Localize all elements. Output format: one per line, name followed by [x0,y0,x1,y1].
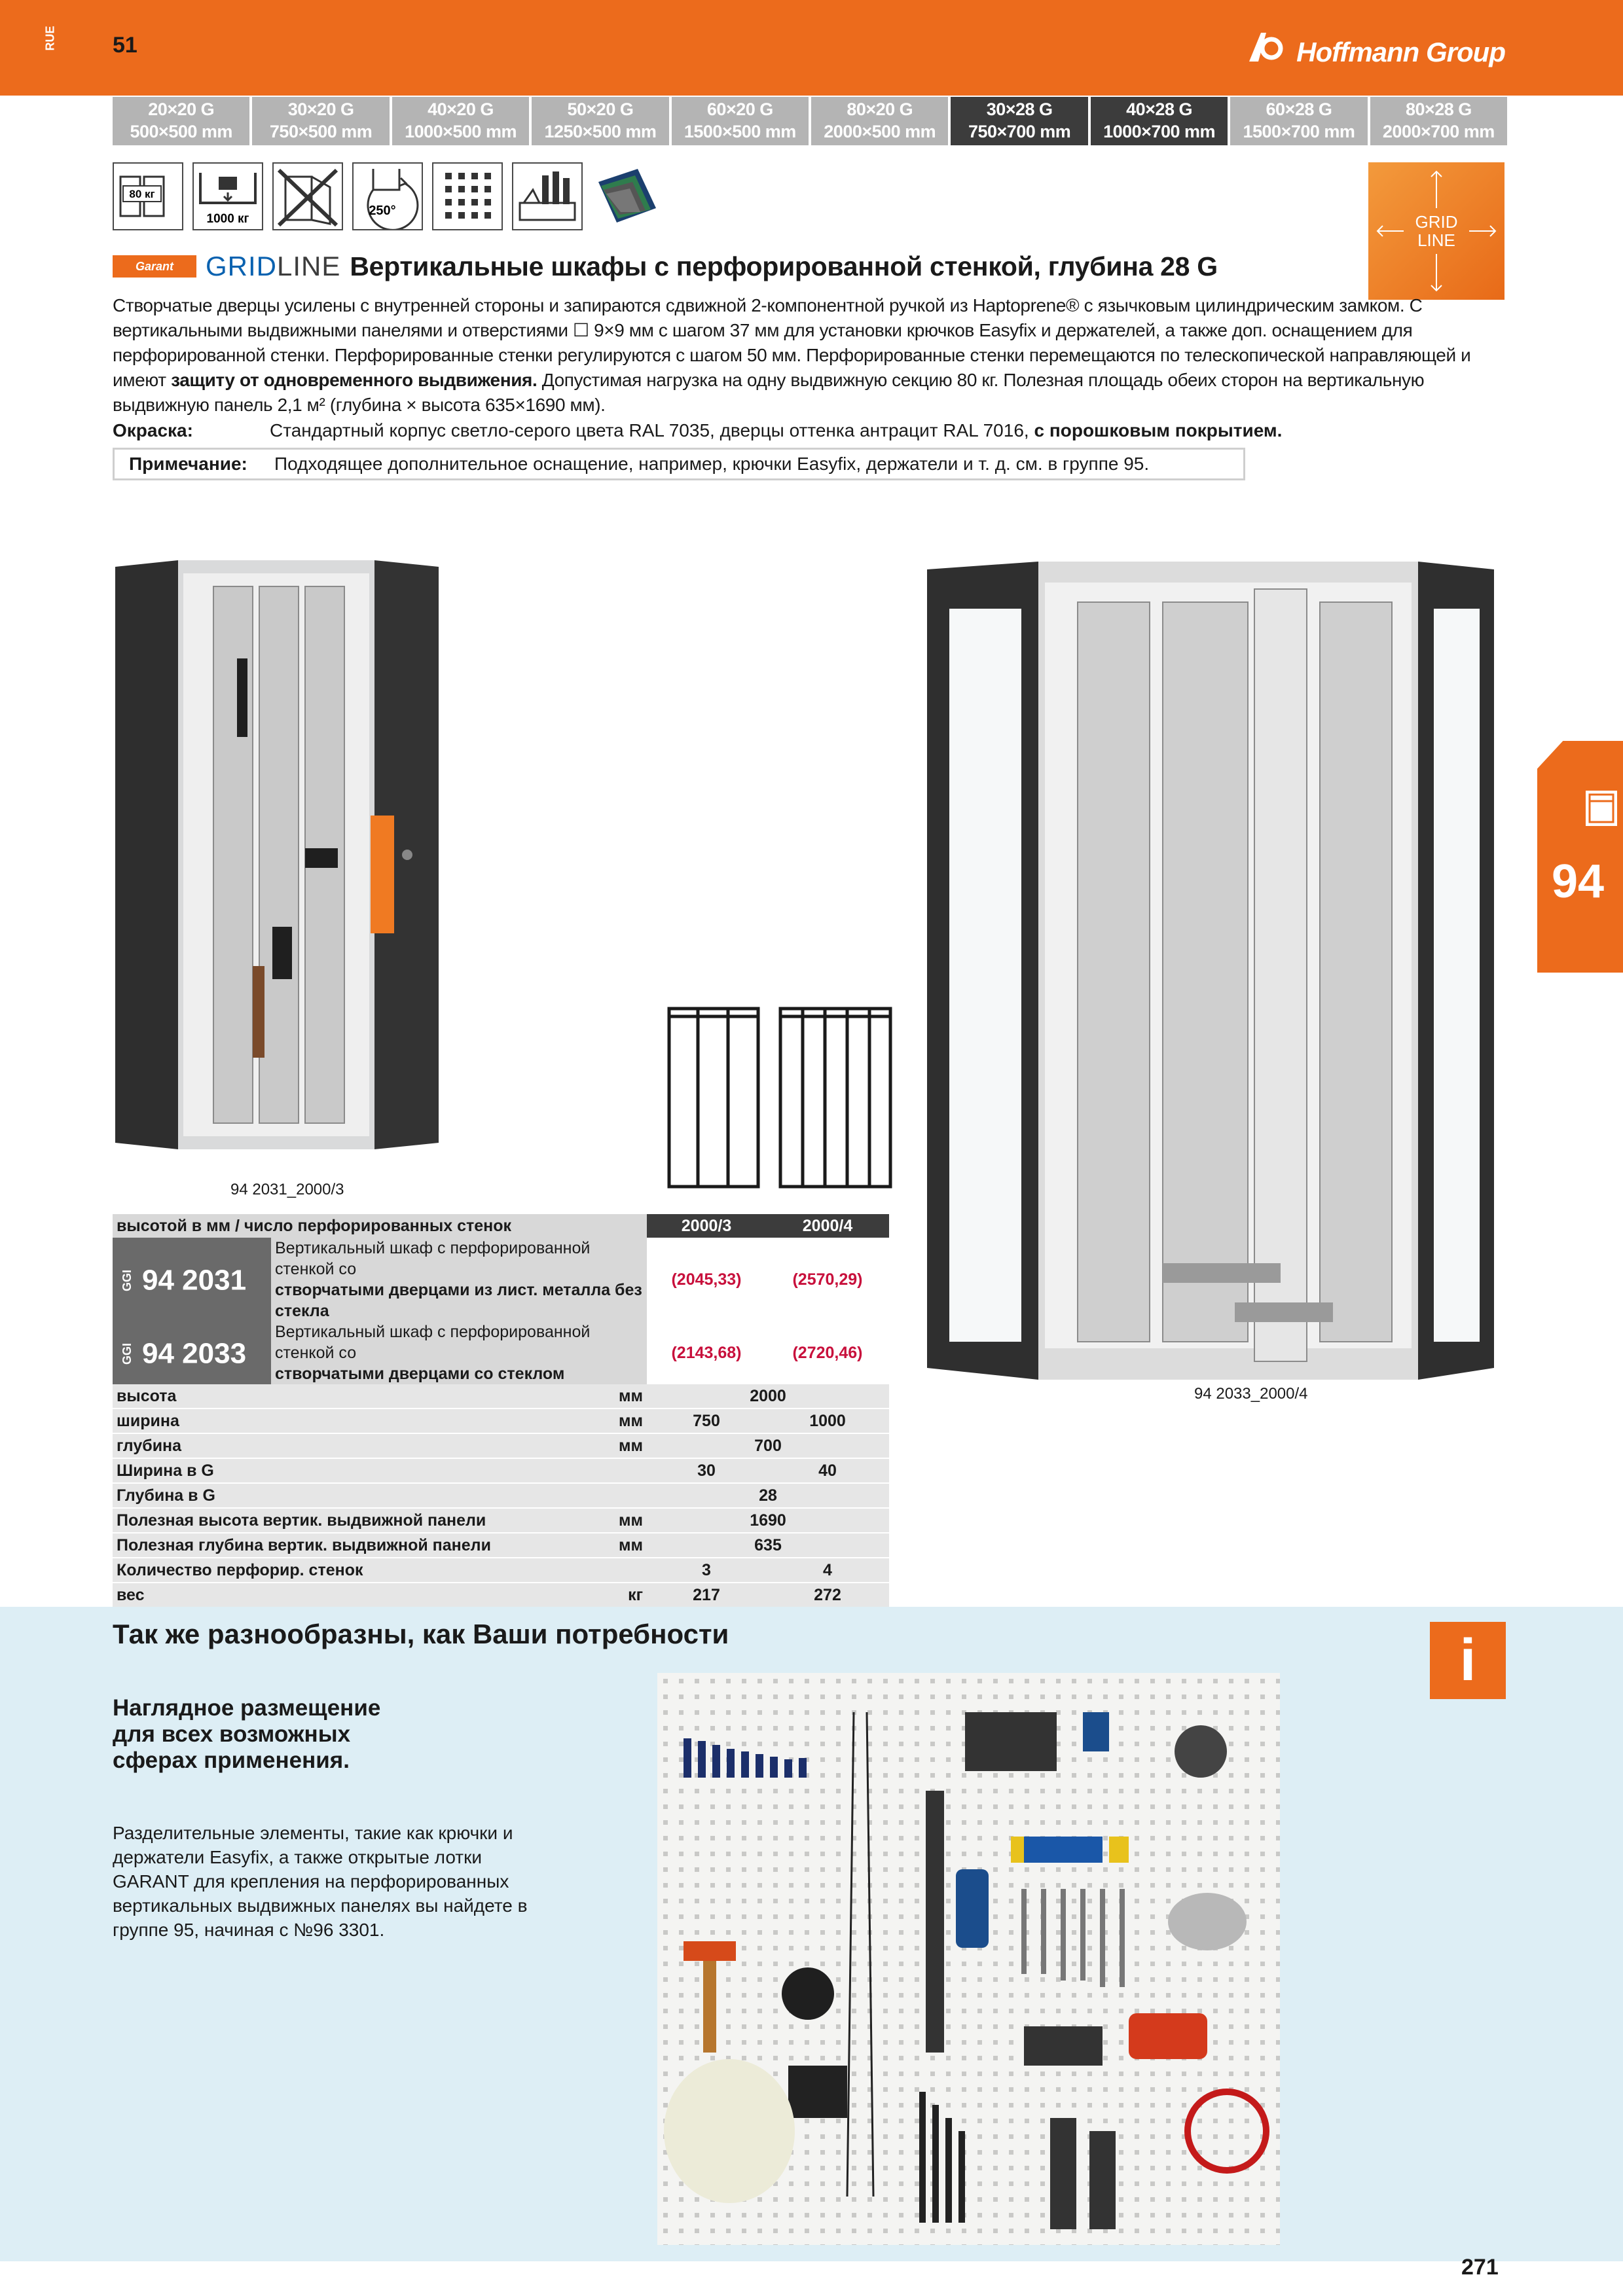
spec-value-2000-3: 217 [647,1583,766,1607]
spec-value: 635 [647,1533,889,1558]
size-tab-grid: 40×20 G [428,99,494,119]
cabinet-image-sheet-doors [115,560,443,1174]
description-bold: защиту от одновременного выдвижения. [171,370,538,390]
size-tab [672,97,809,145]
spec-value-2000-4: 40 [766,1458,889,1483]
spec-row [113,1433,889,1458]
spec-label: Полезная глубина вертик. выдвижной панели [113,1533,597,1558]
size-tab [1091,97,1228,145]
spec-label: ширина [113,1408,597,1433]
language-code: RUE [43,26,57,51]
spec-unit [597,1558,647,1583]
product-group-tag: GGI [120,1269,134,1291]
spec-label: Количество перфорир. стенок [113,1558,597,1583]
table-column-2000-3: 2000/3 [647,1214,766,1238]
product-description-line2: створчатыми дверцами со стеклом [275,1365,565,1383]
size-tab [811,97,948,145]
size-tab-grid: 60×28 G [1266,99,1332,119]
total-load-label: 1000 кг [206,212,249,226]
price-2000-3: (2045,33) [671,1270,742,1289]
panel-load-icon [113,162,183,230]
size-tab-grid: 30×28 G [986,99,1053,119]
info-body: Разделительные элементы, такие как крючки и держатели Easyfix, а также открытые лотки GARANT для крепления на перфорированных вертикальных выдвижных панелях вы найдете в группе 95, начиная с №96 3301. [113,1823,528,1940]
article-number-cell [113,1321,271,1384]
info-subtitle: Наглядное размещение для всех возможных сферах применения. [113,1695,381,1773]
size-tab [392,97,529,145]
perforation-grid-icon [432,162,503,230]
info-title: Так же разнообразны, как Ваши потребности [113,1619,729,1649]
spec-label: высота [113,1384,597,1408]
spec-row [113,1583,889,1607]
paint-text-wrap [270,419,1282,442]
product-description-cell [271,1321,647,1384]
hoffmann-logo-icon [1244,27,1283,67]
table-column-2000-4: 2000/4 [766,1214,889,1238]
size-tab-dimensions: 1000×500 mm [405,122,517,141]
size-tab-dimensions: 2000×700 mm [1382,122,1495,141]
gridline-logo-a: GRID [206,251,277,281]
feature-icon-row [113,162,663,233]
size-tab-bar [113,97,1507,145]
size-tab-grid: 60×20 G [706,99,773,119]
spec-value-2000-3: 750 [647,1408,766,1433]
spec-unit: мм [597,1533,647,1558]
paint-text: Стандартный корпус светло-серого цвета RAL 7035, дверцы оттенка антрацит RAL 7016, [270,420,1034,440]
article-number: 94 2033 [142,1337,247,1370]
size-tab-dimensions: 1250×500 mm [544,122,657,141]
spec-row [113,1508,889,1533]
color-swatch-icon [592,162,663,230]
size-tab [1370,97,1507,145]
table-header-label: высотой в мм / число перфорированных стенок [113,1214,647,1238]
no-tipping-icon [272,162,343,230]
size-tab [252,97,389,145]
description-part-1: Створчатые дверцы усилены с внутренней стороны и запираются сдвижной 2-компонентной ручкой из Haptoprene® с язычковым цилиндрическим замком. С вертикальными выдвижными панелями и отверстиями ☐ 9×9 мм с шагом 37 мм для установки крючков Easyfix и держателей, а также доп. оснащением для перфорированной стенки. Перфорированные стенки регулируются с шагом 50 мм. Перфорированные стенки перемещаются по телескопической направляющей и имеют [113,295,1471,390]
panel-load-label: 80 кг [129,188,155,200]
gridline-badge-line2: LINE [1417,230,1455,250]
product-title: Вертикальные шкафы с перфорированной стенкой, глубина 28 G [350,251,1218,281]
spec-row [113,1458,889,1483]
spec-unit: мм [597,1508,647,1533]
size-tab-grid: 50×20 G [567,99,634,119]
size-tab-dimensions: 1500×700 mm [1243,122,1355,141]
article-number: 94 2031 [142,1264,247,1297]
product-spec-table [113,1214,889,1608]
spec-row [113,1384,889,1408]
spec-value: 1690 [647,1508,889,1533]
brand-logo: Hoffmann Group [1296,37,1505,67]
spec-row [113,1408,889,1433]
size-tab [1230,97,1367,145]
size-tab-grid: 80×28 G [1405,99,1472,119]
product-title-row [113,251,1218,282]
spec-value-2000-4: 4 [766,1558,889,1583]
spec-value: 700 [647,1433,889,1458]
product-description-line2: створчатыми дверцами из лист. металла без стекла [275,1281,642,1320]
paint-bold: с порошковым покрытием. [1034,420,1283,440]
size-tab [532,97,668,145]
spec-value-2000-3: 30 [647,1458,766,1483]
size-tab-grid: 20×20 G [148,99,215,119]
spec-unit [597,1483,647,1508]
size-tab-dimensions: 1500×500 mm [684,122,796,141]
door-angle-icon [352,162,423,230]
gridline-logo [206,251,340,282]
spec-unit: мм [597,1384,647,1408]
product-group-tag: GGI [120,1342,134,1365]
door-angle-label: 250° [369,204,396,218]
gridline-badge [1368,162,1504,300]
note-label: Примечание: [129,454,247,474]
right-image-caption: 94 2033_2000/4 [1194,1385,1308,1403]
spec-row [113,1558,889,1583]
price-2000-3: (2143,68) [671,1343,742,1362]
page-number: 271 [1461,2255,1499,2280]
product-description [113,293,1514,418]
spec-label: глубина [113,1433,597,1458]
size-tab-dimensions: 750×700 mm [968,122,1071,141]
size-tab-dimensions: 750×500 mm [269,122,373,141]
price-2000-4: (2720,46) [792,1343,863,1362]
pegboard-tools-photo [657,1673,1280,2245]
cabinet-schematics [665,1005,894,1194]
cabinet-image-glass-doors [927,556,1503,1394]
article-number-cell [113,1238,271,1321]
spec-unit: мм [597,1408,647,1433]
garant-logo: Garant [113,255,196,278]
spec-row [113,1483,889,1508]
size-tab-grid: 80×20 G [847,99,913,119]
spec-row [113,1533,889,1558]
spec-value-2000-4: 1000 [766,1408,889,1433]
left-image-caption: 94 2031_2000/3 [230,1181,344,1198]
size-tab [951,97,1087,145]
product-description-cell [271,1238,647,1321]
size-tab-grid: 30×20 G [287,99,354,119]
note-box [113,448,1245,480]
size-tab-dimensions: 2000×500 mm [824,122,936,141]
price-2000-4: (2570,29) [792,1270,863,1289]
product-description-line1: Вертикальный шкаф с перфорированной стенкой со [275,1323,591,1362]
spec-unit [597,1458,647,1483]
tool-holder-icon [512,162,583,230]
paint-label: Окраска: [113,420,193,440]
size-tab [113,97,249,145]
product-row [113,1238,889,1321]
spec-value: 2000 [647,1384,889,1408]
gridline-logo-b: LINE [277,251,341,281]
spec-value-2000-3: 3 [647,1558,766,1583]
total-load-icon [192,162,263,230]
product-row [113,1321,889,1384]
gridline-badge-line1: GRID [1415,212,1458,232]
size-tab-dimensions: 500×500 mm [130,122,232,141]
spec-value: 28 [647,1483,889,1508]
spec-label: Ширина в G [113,1458,597,1483]
spec-label: вес [113,1583,597,1607]
spec-label: Полезная высота вертик. выдвижной панели [113,1508,597,1533]
paint-info [113,419,1514,442]
spec-unit: кг [597,1583,647,1607]
size-tab-grid: 40×28 G [1126,99,1192,119]
cabinet-chapter-icon [1584,789,1618,827]
chapter-number: 94 [1552,855,1605,908]
catalog-page-number: 51 [113,33,137,58]
note-text: Подходящее дополнительное оснащение, например, крючки Easyfix, держатели и т. д. см. в группе 95. [274,454,1150,474]
spec-label: Глубина в G [113,1483,597,1508]
info-icon: i [1430,1622,1506,1699]
table-header-row [113,1214,889,1238]
spec-unit: мм [597,1433,647,1458]
product-description-line1: Вертикальный шкаф с перфорированной стенкой со [275,1239,591,1278]
spec-value-2000-4: 272 [766,1583,889,1607]
size-tab-dimensions: 1000×700 mm [1103,122,1215,141]
description-part-2: Допустимая нагрузка на одну выдвижную секцию 80 кг. Полезная площадь обеих сторон на вертикальную выдвижную панель 2,1 м² (глубина × высота 635×1690 мм). [113,370,1425,415]
